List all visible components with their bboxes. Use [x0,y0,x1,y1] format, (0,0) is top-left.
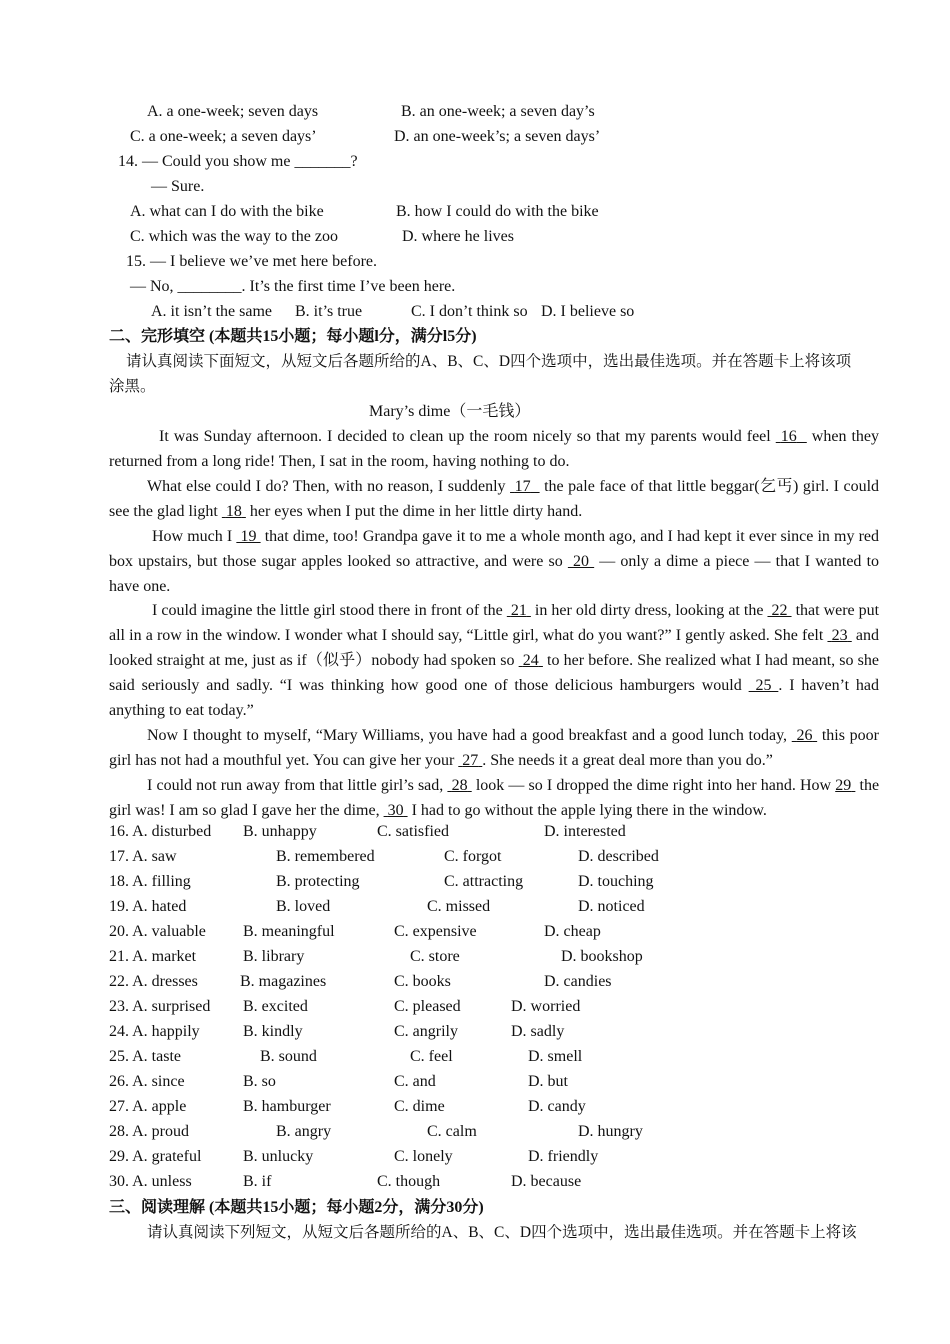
option-text: C. lonely [394,1148,453,1165]
option-text: 25. A. taste [109,1048,181,1065]
option-text: 21. A. market [109,948,197,965]
option-text: B. loved [276,898,331,915]
blank-21: 21 [510,602,527,619]
option-text: 23. A. surprised [109,998,211,1015]
option-text: 24. A. happily [109,1023,200,1040]
section2-instruction-line1: 请认真阅读下面短文，从短文后各题所给的A、B、C、D四个选项中，选出最佳选项。并在答题卡上将该项 [126,353,852,370]
blank-28: 28 [451,777,468,794]
blank-20: 20 [573,553,590,570]
option-text: C. pleased [394,998,461,1015]
option-text: 26. A. since [109,1073,185,1090]
q15-reply: — No, ________. It’s the first time I’ve been here. [130,278,456,295]
option-text: B. unhappy [243,823,317,840]
q15-option-d: D. I believe so [541,303,635,320]
q14-option-b: B. how I could do with the bike [396,203,599,220]
option-text: C. store [410,948,460,965]
q13-option-d: D. an one-week’s; a seven days’ [394,128,601,145]
option-text: C. expensive [394,923,477,940]
option-text: C. dime [394,1098,445,1115]
option-text: B. hamburger [243,1098,331,1115]
blank-22: 22 [771,602,788,619]
option-text: D. friendly [528,1148,599,1165]
q15-option-c: C. I don’t think so [411,303,528,320]
passage-paragraph-3: How much I 19 that dime, too! Grandpa gave it to me a whole month ago, and I had kept it ever since in my red box upstairs, but those sugar apples looked so attractive, and were so 20 — only a dime a piece — that I wanted to have one. [109,528,880,595]
option-text: B. if [243,1173,272,1190]
q14-option-a: A. what can I do with the bike [130,203,324,220]
blank-30: 30 [387,802,404,819]
section2-instruction-line2: 涂黑。 [109,378,156,395]
option-text: 19. A. hated [109,898,187,915]
option-text: C. forgot [444,848,502,865]
option-text: D. smell [528,1048,583,1065]
section2-heading: 二、完形填空 (本题共15小题；每小题l分，满分l5分) [109,328,477,345]
q15-option-b: B. it’s true [295,303,363,320]
blank-24: 24 [522,652,539,669]
option-text: B. kindly [243,1023,303,1040]
option-text: C. attracting [444,873,524,890]
option-text: D. candy [528,1098,586,1115]
option-text: D. noticed [578,898,645,915]
option-text: C. books [394,973,451,990]
q14-reply: — Sure. [151,178,205,195]
option-text: B. protecting [276,873,360,890]
option-text: D. sadly [511,1023,565,1040]
passage-paragraph-1: It was Sunday afternoon. I decided to clean up the room nicely so that my parents would feel 16 when they returned from a long ride! Then, I sat in the room, having nothing to do. [109,428,880,470]
passage-paragraph-4: I could imagine the little girl stood there in front of the 21 in her old dirty dress, looking at the 22 that were put all in a row in the window. I wonder what I should say, “Little girl, what do you want?” I gently asked. She felt 23 and looked straight at me, just as if（似乎）nobody had spoken so 24 to her before. She realized what I had meant, so she said seriously and sadly. “I was thinking how good one of those delicious hamburgers would 25 . I haven’t had anything to eat today.” [109,602,880,719]
passage-paragraph-6: I could not run away from that little girl’s sad, 28 look — so I dropped the dime right into her hand. How 29 the girl was! I am so glad I gave her the dime, 30 I had to go without the apple lying there in the window. [109,777,880,819]
q14-option-d: D. where he lives [402,228,514,245]
option-text: 28. A. proud [109,1123,189,1140]
section3-instruction: 请认真阅读下列短文，从短文后各题所给的A、B、C、D四个选项中，选出最佳选项。并在答题卡上将该 [147,1224,857,1241]
q15-stem: 15. — I believe we’ve met here before. [126,253,377,270]
option-text: B. excited [243,998,308,1015]
option-text: C. and [394,1073,436,1090]
option-text: B. library [243,948,305,965]
section3-heading: 三、阅读理解 (本题共15小题；每小题2分，满分30分) [109,1199,484,1216]
option-text: D. bookshop [561,948,643,965]
option-text: 22. A. dresses [109,973,198,990]
option-text: B. unlucky [243,1148,314,1165]
option-text: 17. A. saw [109,848,177,865]
blank-26: 26 [796,727,813,744]
option-text: B. so [243,1073,276,1090]
option-text: D. because [511,1173,582,1190]
option-text: 29. A. grateful [109,1148,202,1165]
passage-title: Mary’s dime（一毛钱） [369,403,531,420]
blank-29: 29 [835,777,852,794]
option-text: D. interested [544,823,626,840]
passage-paragraph-2: What else could I do? Then, with no reason, I suddenly 17 the pale face of that little beggar(乞丐) girl. I could see the glad light 18 her eyes when I put the dime in her little dirty hand. [109,478,880,520]
option-text: 20. A. valuable [109,923,206,940]
q13-option-a: A. a one-week; seven days [147,103,319,120]
option-text: B. sound [260,1048,317,1065]
blank-25: 25 [755,677,772,694]
option-text: C. missed [427,898,491,915]
q13-option-b: B. an one-week; a seven day’s [401,103,595,120]
option-text: B. remembered [276,848,375,865]
option-text: C. though [377,1173,441,1190]
q13-option-c: C. a one-week; a seven days’ [130,128,317,145]
option-text: 16. A. disturbed [109,823,212,840]
blank-18: 18 [225,503,242,520]
option-text: D. touching [578,873,654,890]
option-text: D. but [528,1073,568,1090]
option-text: B. meaningful [243,923,335,940]
blank-19: 19 [240,528,257,545]
option-text: C. satisfied [377,823,449,840]
blank-17: 17 [514,478,531,495]
option-text: 27. A. apple [109,1098,187,1115]
blank-23: 23 [831,627,848,644]
q14-stem: 14. — Could you show me _______? [118,153,358,170]
option-text: D. candies [544,973,612,990]
option-text: D. hungry [578,1123,643,1140]
option-text: D. described [578,848,659,865]
option-text: C. feel [410,1048,453,1065]
option-text: D. worried [511,998,581,1015]
option-text: B. angry [276,1123,332,1140]
option-text: D. cheap [544,923,601,940]
option-text: 18. A. filling [109,873,191,890]
q15-option-a: A. it isn’t the same [151,303,273,320]
option-text: B. magazines [240,973,327,990]
option-text: C. calm [427,1123,477,1140]
option-text: 30. A. unless [109,1173,192,1190]
blank-27: 27 [462,752,479,769]
blank-16: 16 [780,428,797,445]
passage-paragraph-5: Now I thought to myself, “Mary Williams, you have had a good breakfast and a good lunch today, 26 this poor girl has not had a mouthful yet. You can give her your 27 . She needs it a great deal more than you do.” [109,727,879,769]
q14-option-c: C. which was the way to the zoo [130,228,338,245]
option-text: C. angrily [394,1023,458,1040]
